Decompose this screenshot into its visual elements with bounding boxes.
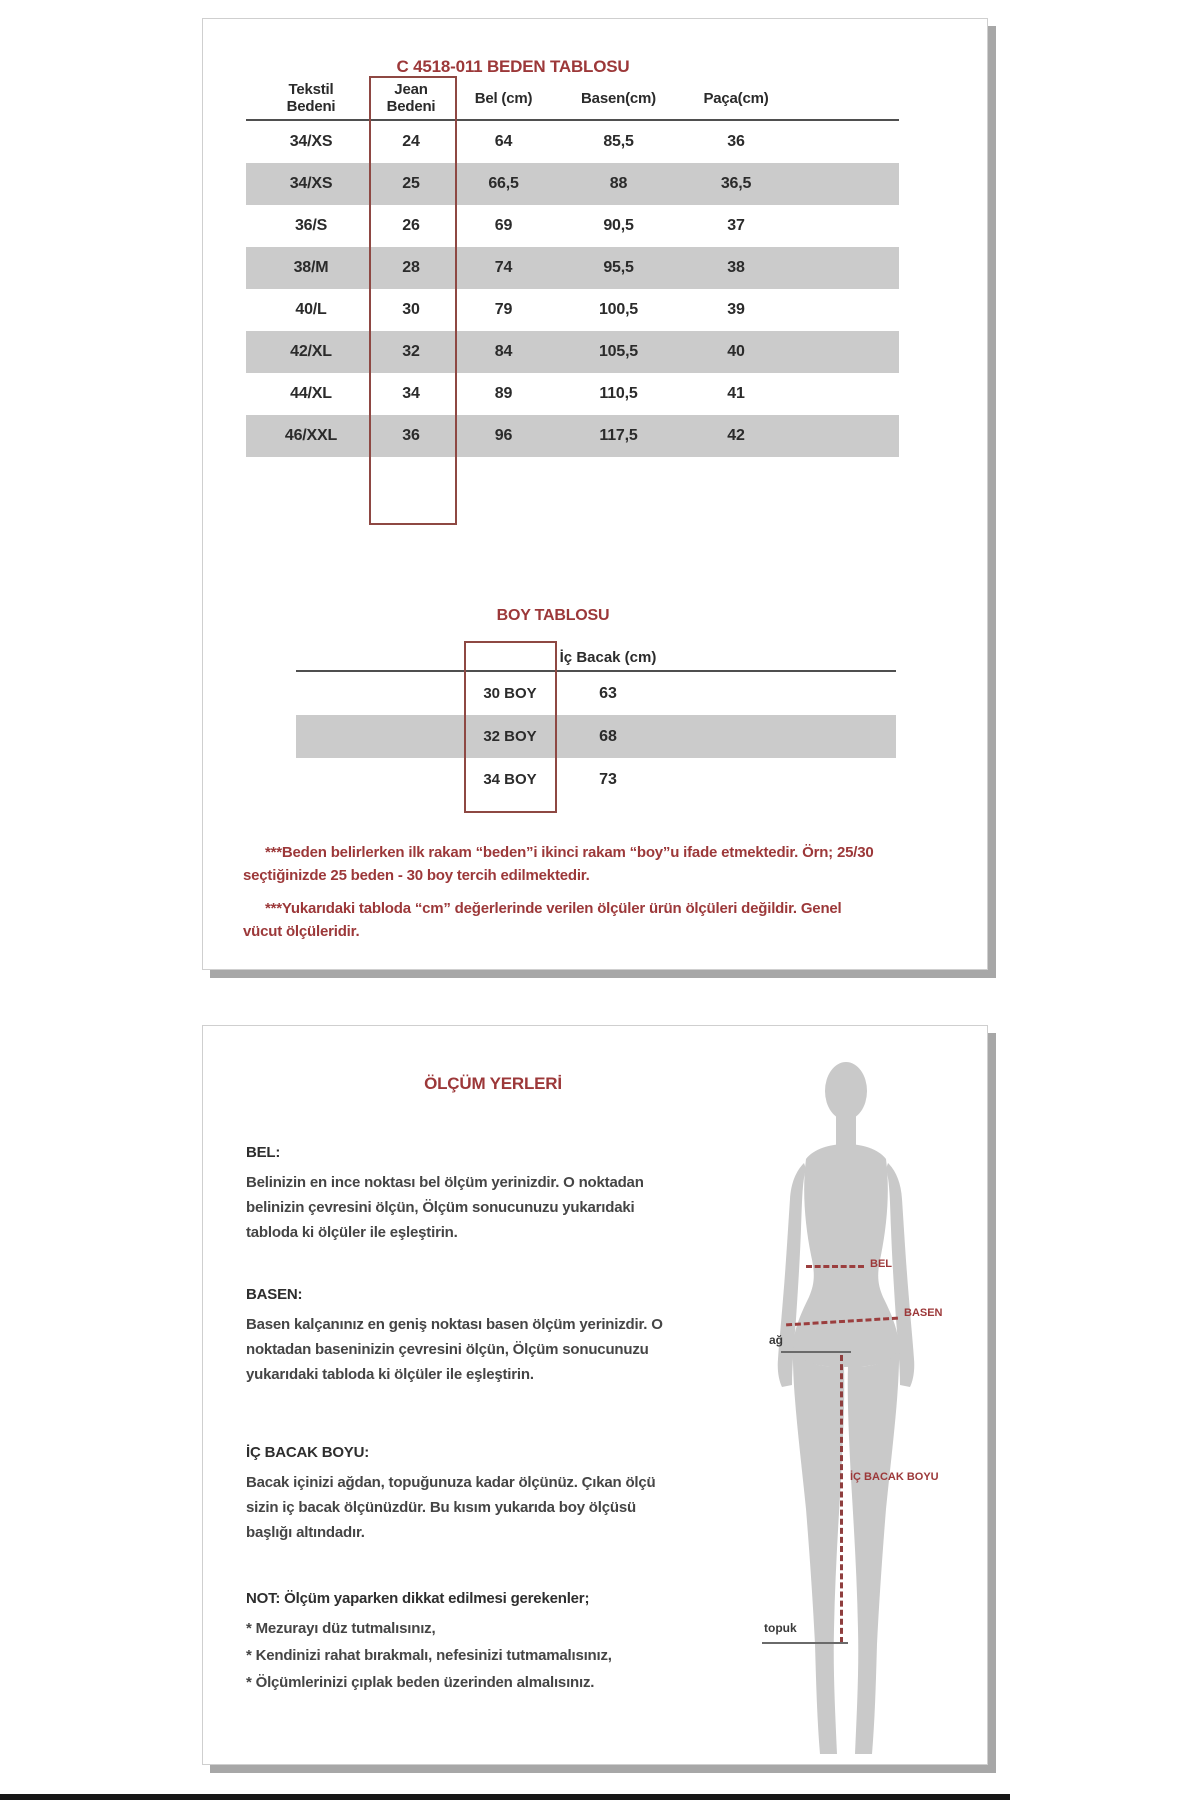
boy-table-header-row xyxy=(296,644,896,670)
size-chart-card xyxy=(202,18,988,970)
cell-jean: 26 xyxy=(402,217,420,234)
col-header-jean-bedeni-label: Jean Bedeni xyxy=(386,81,436,115)
ag-line xyxy=(781,1351,851,1353)
section-body-basen: Basen kalçanınız en geniş noktası basen ölçüm yerinizdir. O noktadan baseninizin çevresini ölçün, Ölçüm sonucunuzu yukarıdaki tabloda ki ölçüler ile eşleştirin. xyxy=(246,1316,663,1383)
cell-bel: 89 xyxy=(494,385,513,402)
cell-jean: 25 xyxy=(402,175,420,192)
table-row xyxy=(246,415,899,457)
col-header-paca: Paça(cm) xyxy=(703,89,769,107)
female-silhouette xyxy=(736,1059,956,1759)
boy-table xyxy=(296,644,896,801)
cell-basen: 105,5 xyxy=(598,343,639,360)
cell-ic-bacak: 73 xyxy=(599,770,617,788)
cell-bel: 69 xyxy=(494,217,513,234)
silhouette-torso xyxy=(793,1144,899,1367)
silhouette-neck xyxy=(836,1111,856,1145)
cell-paca: 36,5 xyxy=(720,175,752,192)
bel-dashed-line xyxy=(806,1265,864,1268)
bottom-divider xyxy=(0,1794,1010,1800)
table-row xyxy=(296,758,896,801)
cell-paca: 42 xyxy=(727,427,745,444)
cell-paca: 36 xyxy=(727,133,745,150)
cell-bel: 96 xyxy=(494,427,513,444)
cell-bel: 74 xyxy=(494,259,513,276)
note-item: * Mezurayı düz tutmalısınız, xyxy=(246,1620,436,1637)
note-item: * Ölçümlerinizi çıplak beden üzerinden almalısınız. xyxy=(246,1674,595,1691)
cell-basen: 100,5 xyxy=(598,301,639,318)
bel-label: BEL xyxy=(870,1258,892,1270)
cell-ic-bacak: 68 xyxy=(599,727,617,745)
table-row xyxy=(246,121,899,163)
size-chart-title: C 4518-011 BEDEN TABLOSU xyxy=(396,57,630,76)
col-header-bel: Bel (cm) xyxy=(474,89,533,107)
cell-paca: 41 xyxy=(727,385,745,402)
cell-jean: 34 xyxy=(402,385,420,402)
cell-jean: 30 xyxy=(402,301,420,318)
section-heading-bel: BEL: xyxy=(246,1144,281,1161)
size-table-header-row xyxy=(246,77,899,119)
cell-paca: 39 xyxy=(727,301,745,318)
table-row xyxy=(246,163,899,205)
cell-tekstil: 34/XS xyxy=(289,133,333,150)
col-header-ic-bacak: İç Bacak (cm) xyxy=(559,648,657,666)
cell-jean: 28 xyxy=(402,259,420,276)
cell-tekstil: 40/L xyxy=(295,301,327,318)
size-note-2: ***Yukarıdaki tabloda “cm” değerlerinde verilen ölçüler ürün ölçüleri değildir. Genel vücut ölçüleridir. xyxy=(243,900,842,940)
table-row xyxy=(246,247,899,289)
cell-basen: 85,5 xyxy=(603,133,634,150)
cell-paca: 38 xyxy=(727,259,745,276)
table-row xyxy=(296,715,896,758)
silhouette-right-leg xyxy=(848,1347,899,1754)
ic-bacak-dashed-line xyxy=(840,1355,843,1643)
cell-basen: 95,5 xyxy=(603,259,634,276)
cell-basen: 88 xyxy=(609,175,628,192)
section-body-bel: Belinizin en ince noktası bel ölçüm yerinizdir. O noktadan belinizin çevresini ölçün, Ölçüm sonucunuzu yukarıdaki tabloda ki ölçüler ile eşleştirin. xyxy=(246,1174,644,1241)
cell-boy: 30 BOY xyxy=(483,685,537,702)
cell-bel: 84 xyxy=(494,343,513,360)
topuk-label: topuk xyxy=(764,1621,797,1635)
silhouette-left-leg xyxy=(793,1347,844,1754)
cell-tekstil: 44/XL xyxy=(290,385,332,402)
col-header-basen: Basen(cm) xyxy=(581,89,656,107)
cell-basen: 117,5 xyxy=(599,427,638,444)
ic-bacak-label: İÇ BACAK BOYU xyxy=(850,1471,939,1483)
cell-tekstil: 36/S xyxy=(294,217,328,234)
basen-label: BASEN xyxy=(904,1307,943,1319)
cell-basen: 90,5 xyxy=(603,217,634,234)
cell-jean: 32 xyxy=(402,343,420,360)
section-body-ic-bacak: Bacak içinizi ağdan, topuğunuza kadar ölçünüz. Çıkan ölçü sizin iç bacak ölçünüzdür. Bu kısım yukarıda boy ölçüsü başlığı altındadır. xyxy=(246,1474,656,1541)
note-item: * Kendinizi rahat bırakmalı, nefesinizi tutmamalısınız, xyxy=(246,1647,612,1664)
measurement-guide-card xyxy=(202,1025,988,1765)
section-heading-basen: BASEN: xyxy=(246,1286,303,1303)
col-header-tekstil-bedeni-label: Tekstil Bedeni xyxy=(286,81,336,115)
cell-paca: 40 xyxy=(727,343,745,360)
cell-tekstil: 46/XXL xyxy=(284,427,338,444)
cell-jean: 36 xyxy=(402,427,420,444)
cell-basen: 110,5 xyxy=(599,385,638,402)
cell-bel: 66,5 xyxy=(488,175,519,192)
col-header-jean-bedeni xyxy=(376,81,446,115)
cell-jean: 24 xyxy=(402,133,420,150)
table-row xyxy=(246,205,899,247)
cell-ic-bacak: 63 xyxy=(599,684,617,702)
col-header-tekstil-bedeni xyxy=(246,81,376,115)
size-note-1: ***Beden belirlerken ilk rakam “beden”i ikinci rakam “boy”u ifade etmektedir. Örn; 25/30 seçtiğinizde 25 beden - 30 boy tercih edilmektedir. xyxy=(243,844,874,884)
cell-tekstil: 42/XL xyxy=(290,343,332,360)
cell-paca: 37 xyxy=(727,217,745,234)
table-row xyxy=(246,331,899,373)
ag-label: ağ xyxy=(769,1333,784,1347)
cell-bel: 64 xyxy=(494,133,513,150)
cell-tekstil: 34/XS xyxy=(289,175,333,192)
cell-boy: 34 BOY xyxy=(483,771,537,788)
measurement-guide-title: ÖLÇÜM YERLERİ xyxy=(424,1074,562,1093)
table-row xyxy=(246,373,899,415)
topuk-line xyxy=(762,1642,848,1644)
cell-bel: 79 xyxy=(494,301,513,318)
cell-tekstil: 38/M xyxy=(293,259,329,276)
table-row xyxy=(296,672,896,715)
table-row xyxy=(246,289,899,331)
section-heading-ic-bacak: İÇ BACAK BOYU: xyxy=(246,1444,370,1461)
note-heading: NOT: Ölçüm yaparken dikkat edilmesi gerekenler; xyxy=(246,1590,590,1607)
body-measurement-figure xyxy=(736,1059,996,1771)
size-table xyxy=(246,77,899,457)
cell-boy: 32 BOY xyxy=(483,728,537,745)
boy-table-title: BOY TABLOSU xyxy=(496,607,610,624)
